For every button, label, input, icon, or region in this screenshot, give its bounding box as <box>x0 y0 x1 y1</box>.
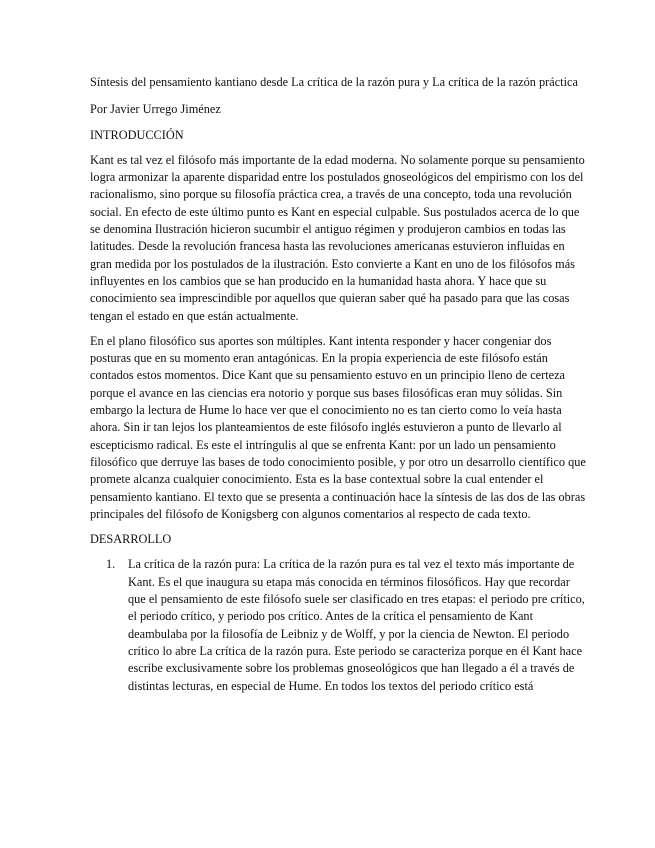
intro-paragraph: En el plano filosófico sus aportes son múltiples. Kant intenta responder y hacer congeniar dos posturas que en su momento eran antagónicas. En la propia experiencia de este filósofo están contados estos momentos. Dice Kant que su pensamiento estuvo en un principio lleno de certeza porque el avance en las ciencias era notorio y porque sus bases filosóficas eran muy sólidas. Sin embargo la lectura de Hume lo hace ver que el conocimiento no es tan cierto como lo veía hasta ahora. Sin ir tan lejos los planteamientos de este filósofo inglés estuvieron a punto de llevarlo al escepticismo radical. Es este el intríngulis al que se enfrenta Kant: por un lado un pensamiento filosófico que derruye las bases de todo conocimiento posible, y por otro un desarrollo científico que promete alcanza cualquier conocimiento. Esta es la base contextual sobre la cual entender el pensamiento kantiano. El texto que se presenta a continuación hace la síntesis de las dos de las obras principales del filósofo de Konigsberg con algunos comentarios al respecto de cada texto. <box>90 333 586 521</box>
intro-heading: INTRODUCCIÓN <box>90 127 184 142</box>
list-item-number: 1. <box>106 557 116 572</box>
development-list <box>90 556 589 694</box>
development-heading: DESARROLLO <box>90 532 172 547</box>
list-item-text: La crítica de la razón pura: La crítica de la razón pura es tal vez el texto más importante de Kant. Es el que inaugura su etapa más conocida en términos filosóficos. Hay que recordar que el pensamiento de este filósofo suele ser clasificado en tres etapas: el periodo pre crítico, el periodo crítico, y periodo pos crítico. Antes de la crítica el pensamiento de Kant deambulaba por la filosofía de Leibniz y de Wolff, y por la ciencia de Newton. El periodo crítico lo abre La crítica de la razón pura. Este periodo se caracteriza porque en él Kant hace escribe exclusivamente sobre los problemas gnoseológicos que han llegado a él a través de distintas lecturas, en especial de Hume. En todos los textos del periodo crítico está <box>128 557 585 693</box>
document-title: Síntesis del pensamiento kantiano desde La crítica de la razón pura y La crítica de la razón práctica <box>90 75 578 89</box>
list-item <box>106 556 589 694</box>
document-author: Por Javier Urrego Jiménez <box>90 102 221 117</box>
intro-paragraph: Kant es tal vez el filósofo más importante de la edad moderna. No solamente porque su pensamiento logra armonizar la aparente disparidad entre los postulados gnoseológicos del empirismo con los del racionalismo, sino porque su filosofía práctica crea, a través de una concepto, toda una revolución social. En efecto de este último punto es Kant en especial culpable. Sus postulados acerca de lo que se denomina Ilustración hicieron sucumbir el antiguo régimen y produjeron cambios en todas las latitudes. Desde la revolución francesa hasta las revoluciones americanas estuvieron influidas en gran medida por los postulados de la ilustración. Esto convierte a Kant en uno de los filósofos más influyentes en los cambios que se han producido en la humanidad hasta ahora. Y hace que su conocimiento sea imprescindible por aquellos que quieran saber qué ha pasado para que las cosas tengan el estado en que están actualmente. <box>90 152 585 323</box>
